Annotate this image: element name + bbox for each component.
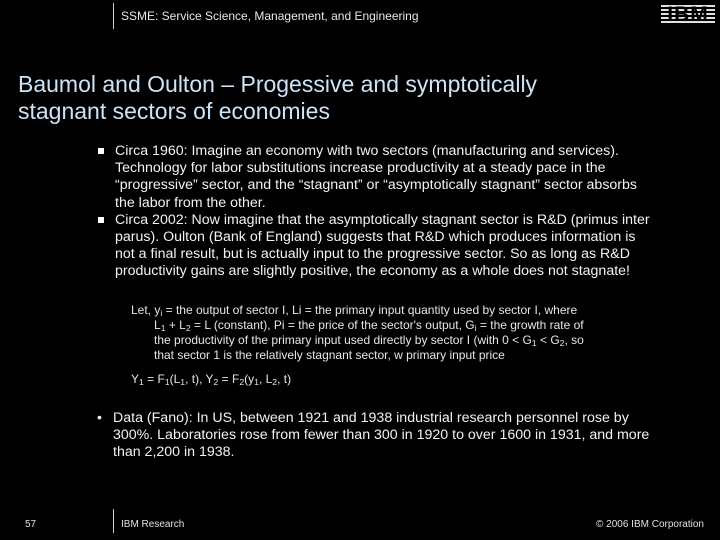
footer-copyright: © 2006 IBM Corporation (596, 519, 704, 530)
note-line-1: Let, $y_i$ = the output of sector I, Li = the primary input quantity used by sector I, where (131, 303, 578, 319)
page-number: 57 (25, 519, 37, 530)
note-line-3: the productivity of the primary input used directly by sector I (with $0 < G_1 < G_2$, so (154, 333, 584, 349)
fano-text: Data (Fano): In US, between 1921 and 1938 industrial research personnel rose by 300%. Laboratories rose from fewer than 300 in 1920 to over 1600 in 1931, and more than 2,200 in 1938. (113, 410, 650, 461)
bullet-text: Circa 1960: Imagine an economy with two sectors (manufacturing and services). Technology for labor substitutions increase productivity at a steady pace in the “progressive” sector, and the “stagnant” or “asymptotically stagnant” sector absorbs the labor from the other. (115, 143, 638, 211)
header-divider (113, 3, 114, 29)
fano-bullet (97, 410, 667, 462)
slide-title-line-1: Baumol and Oulton – Progessive and symptotically (18, 71, 538, 97)
ibm-logo-text: IBM (667, 3, 709, 26)
footer-research-label: IBM Research (121, 519, 185, 530)
ibm-logo (661, 5, 715, 25)
bullet-circa-2002 (95, 212, 655, 281)
definitions-note (131, 303, 661, 363)
production-equation: $Y_1 = F_1(L_1$, t), $Y_2 = F_2(y_1$, $L_2$, t) (131, 372, 292, 388)
round-bullet-icon: • (97, 410, 102, 426)
square-bullet-icon (98, 217, 104, 223)
header-title: SSME: Service Science, Management, and Engineering (121, 9, 419, 23)
note-line-4: that sector 1 is the relatively stagnant sector, w primary input price (154, 348, 505, 362)
bullet-list (95, 143, 655, 281)
bullet-circa-1960 (95, 143, 655, 212)
footer-bar (0, 509, 720, 540)
slide-title (18, 71, 658, 125)
slide-title-line-2: stagnant sectors of economies (18, 98, 330, 124)
note-line-2: $L_1 + L_2 = L$ (constant), Pi = the price of the sector's output, $G_i$ = the growth rate of (154, 318, 584, 334)
header-bar (0, 0, 720, 30)
square-bullet-icon (98, 148, 104, 154)
bullet-text: Circa 2002: Now imagine that the asymptotically stagnant sector is R&D (primus inter parus). Oulton (Bank of England) suggests that R&D which produces information is not a final result, but is actually input to the progressive sector. So as long as R&D productivity gains are slightly positive, the economy as a whole does not stagnate! (115, 211, 650, 280)
footer-divider (113, 509, 114, 533)
